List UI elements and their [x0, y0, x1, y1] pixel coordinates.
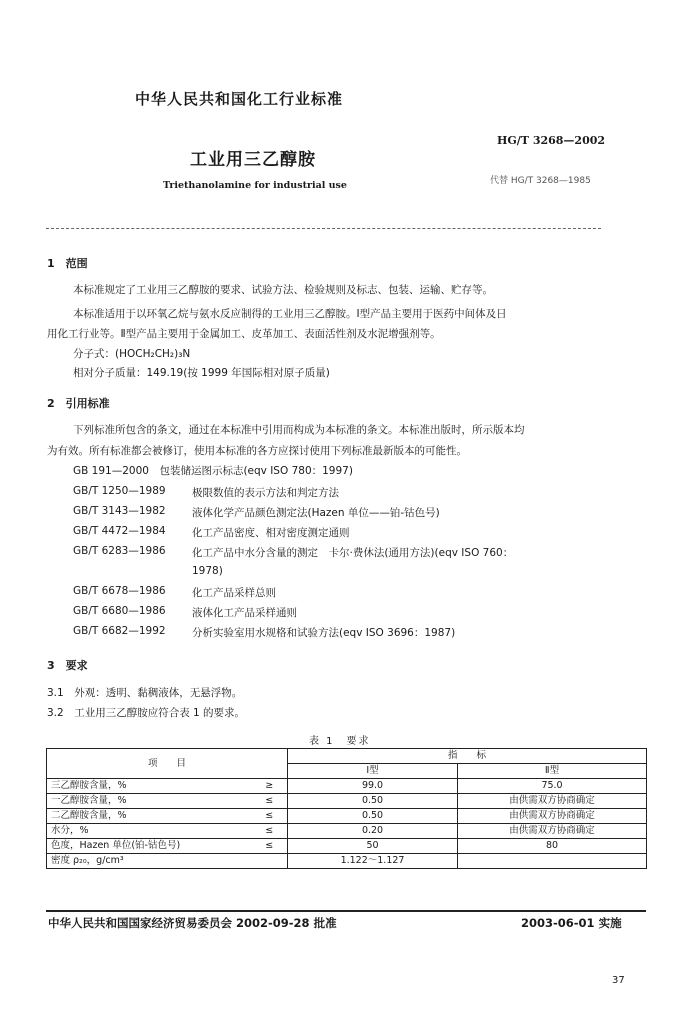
header-divider	[46, 228, 601, 229]
reference-code: GB/T 6680—1986	[73, 605, 166, 617]
row-symbol: ≥	[252, 779, 288, 794]
column-header-type-1: Ⅰ型	[288, 764, 458, 779]
column-header-index: 指 标	[288, 749, 647, 764]
molecular-formula: 分子式：(HOCH₂CH₂)₃N	[73, 348, 191, 360]
row-type-1-value: 0.50	[288, 794, 458, 809]
row-type-1-value: 1.122～1.127	[288, 854, 458, 869]
row-type-2-value: 80	[458, 839, 647, 854]
row-type-2-value: 75.0	[458, 779, 647, 794]
reference-code: GB/T 6682—1992	[73, 625, 166, 637]
row-item: 一乙醇胺含量，%	[47, 794, 252, 809]
section-1-para-2-line-2: 用化工行业等。Ⅱ型产品主要用于金属加工、皮革加工、表面活性剂及水泥增强剂等。	[47, 328, 441, 340]
reference-title-continuation: 1978)	[192, 565, 223, 577]
reference-title: 化工产品中水分含量的测定 卡尔·费休法(通用方法)(eqv ISO 760：	[192, 547, 514, 559]
row-type-1-value: 0.50	[288, 809, 458, 824]
approval-statement: 中华人民共和国国家经济贸易委员会 2002-09-28 批准	[48, 916, 337, 930]
section-1-para-1: 本标准规定了工业用三乙醇胺的要求、试验方法、检验规则及标志、包装、运输、贮存等。	[73, 284, 493, 296]
row-type-1-value: 0.20	[288, 824, 458, 839]
row-item: 水分，%	[47, 824, 252, 839]
table-row	[47, 854, 647, 869]
reference-gb191: GB 191—2000 包装储运图示标志(eqv ISO 780：1997)	[73, 465, 353, 477]
row-item: 三乙醇胺含量，%	[47, 779, 252, 794]
footer-divider	[46, 910, 646, 912]
row-type-2-value	[458, 854, 647, 869]
section-2-intro-line-2: 为有效。所有标准都会被修订，使用本标准的各方应探讨使用下列标准最新版本的可能性。	[47, 445, 467, 457]
reference-title: 化工产品密度、相对密度测定通则	[192, 527, 350, 539]
row-item: 二乙醇胺含量，%	[47, 809, 252, 824]
reference-code: GB/T 4472—1984	[73, 525, 166, 537]
page-number: 37	[612, 975, 625, 986]
row-type-2-value: 由供需双方协商确定	[458, 794, 647, 809]
section-2-heading: 2 引用标准	[47, 397, 110, 410]
row-symbol: ≤	[252, 794, 288, 809]
reference-code: GB/T 1250—1989	[73, 485, 166, 497]
table-header-row	[47, 749, 647, 764]
requirement-3-1: 3.1 外观：透明、黏稠液体，无悬浮物。	[47, 687, 243, 699]
standard-code: HG/T 3268—2002	[497, 134, 606, 147]
implementation-date: 2003-06-01 实施	[521, 916, 622, 930]
row-item: 色度，Hazen 单位(铂-钴色号)	[47, 839, 252, 854]
reference-code: GB/T 6283—1986	[73, 545, 166, 557]
molecular-mass: 相对分子质量：149.19(按 1999 年国际相对原子质量)	[73, 367, 330, 379]
reference-title: 液体化学产品颜色测定法(Hazen 单位——铂-钴色号)	[192, 507, 440, 519]
table-row	[47, 794, 647, 809]
section-3-heading: 3 要求	[47, 659, 88, 672]
table-caption: 表 1 要求	[309, 736, 371, 747]
column-header-type-2: Ⅱ型	[458, 764, 647, 779]
row-type-2-value: 由供需双方协商确定	[458, 824, 647, 839]
reference-title: 液体化工产品采样通则	[192, 607, 297, 619]
row-type-1-value: 50	[288, 839, 458, 854]
table-row	[47, 779, 647, 794]
requirement-3-2: 3.2 工业用三乙醇胺应符合表 1 的要求。	[47, 707, 246, 719]
row-type-1-value: 99.0	[288, 779, 458, 794]
column-header-item: 项 目	[47, 749, 288, 779]
row-symbol: ≤	[252, 839, 288, 854]
document-title: 工业用三乙醇胺	[190, 150, 316, 170]
issuing-organization: 中华人民共和国化工行业标准	[135, 90, 344, 108]
section-1-para-2-line-1: 本标准适用于以环氧乙烷与氨水反应制得的工业用三乙醇胺。Ⅰ型产品主要用于医药中间体及日	[73, 308, 507, 320]
table-row	[47, 809, 647, 824]
row-symbol: ≤	[252, 809, 288, 824]
requirements-table	[46, 748, 647, 869]
row-symbol	[252, 854, 288, 869]
row-item: 密度 ρ₂₀，g/cm³	[47, 854, 252, 869]
english-title: Triethanolamine for industrial use	[163, 180, 347, 191]
reference-title: 分析实验室用水规格和试验方法(eqv ISO 3696：1987)	[192, 627, 456, 639]
row-type-2-value: 由供需双方协商确定	[458, 809, 647, 824]
replaces-standard: 代替 HG/T 3268—1985	[490, 176, 591, 186]
reference-code: GB/T 3143—1982	[73, 505, 166, 517]
table-row	[47, 839, 647, 854]
row-symbol: ≤	[252, 824, 288, 839]
reference-code: GB/T 6678—1986	[73, 585, 166, 597]
table-row	[47, 824, 647, 839]
reference-title: 极限数值的表示方法和判定方法	[192, 487, 339, 499]
reference-title: 化工产品采样总则	[192, 587, 276, 599]
section-1-heading: 1 范围	[47, 257, 88, 270]
section-2-intro-line-1: 下列标准所包含的条文，通过在本标准中引用而构成为本标准的条文。本标准出版时，所示版本均	[73, 424, 525, 436]
